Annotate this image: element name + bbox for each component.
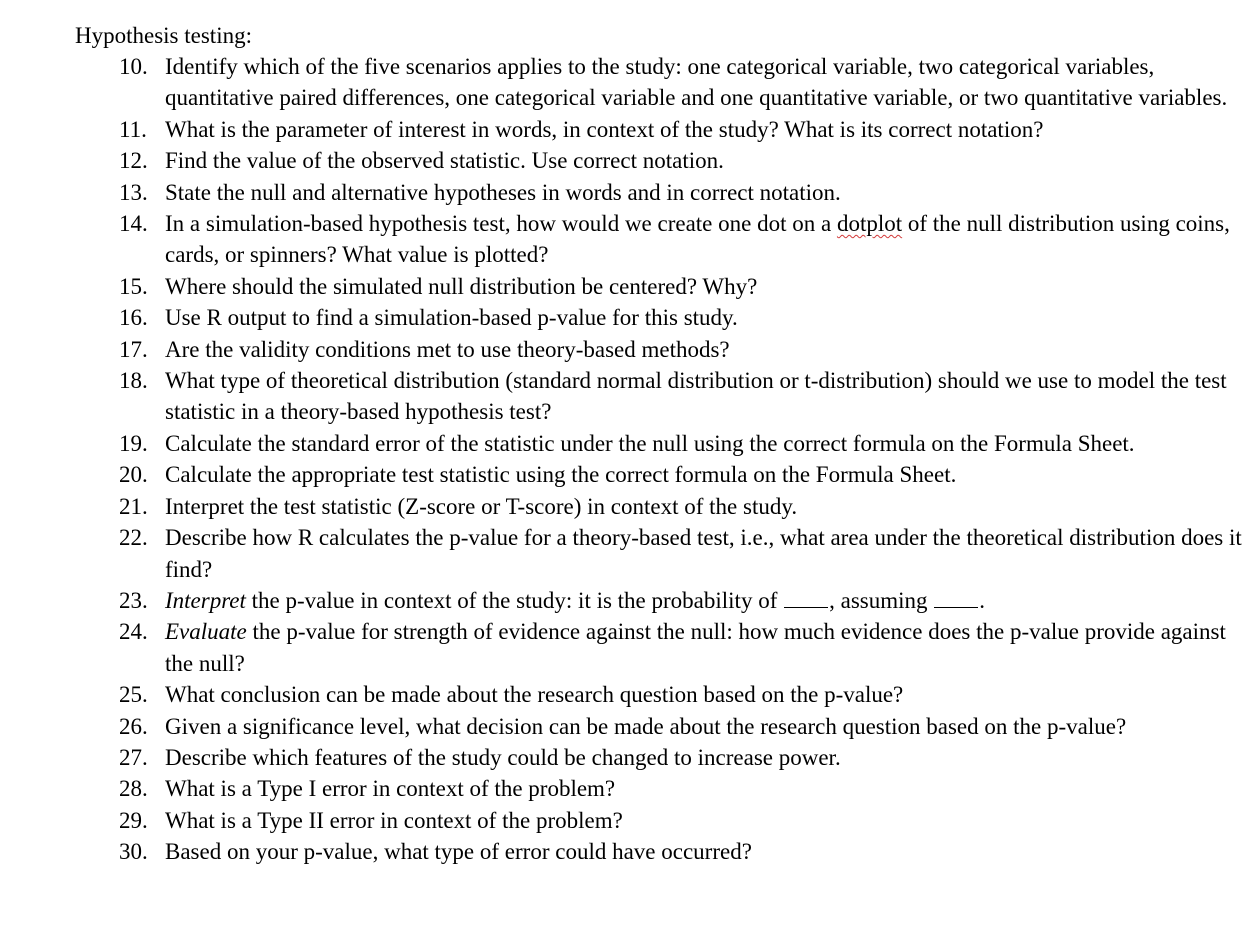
item-text: What conclusion can be made about the research question based on the p-value? bbox=[165, 682, 904, 708]
item-text bbox=[165, 585, 1245, 616]
item-text: What type of theoretical distribution (standard normal distribution or t-distribution) should we use to model the test statistic in a theory-based hypothesis test? bbox=[165, 368, 1227, 425]
item-text: Where should the simulated null distribution be centered? Why? bbox=[165, 273, 758, 299]
list-item bbox=[0, 428, 1260, 459]
item-text: Calculate the standard error of the statistic under the null using the correct formula on the Formula Sheet. bbox=[165, 430, 1135, 456]
fill-in-blank bbox=[784, 589, 828, 608]
item-number: 19. bbox=[119, 430, 148, 456]
list-item bbox=[0, 51, 1260, 114]
item-number: 23. bbox=[119, 587, 148, 613]
list-item bbox=[0, 145, 1260, 176]
item-number: 20. bbox=[119, 462, 148, 488]
list-item bbox=[0, 365, 1260, 428]
list-item bbox=[0, 805, 1260, 836]
item-text-part: the p-value for strength of evidence against the null: how much evidence does the p-value provide against the null? bbox=[165, 619, 1226, 676]
item-number: 25. bbox=[119, 682, 148, 708]
list-item bbox=[0, 334, 1260, 365]
item-number: 17. bbox=[119, 336, 148, 362]
item-text: Are the validity conditions met to use theory-based methods? bbox=[165, 336, 730, 362]
list-item bbox=[0, 616, 1260, 679]
item-text-part: of the null distribution using coins, cards, or spinners? What value is plotted? bbox=[165, 211, 1230, 268]
item-number: 28. bbox=[119, 776, 148, 802]
item-number: 10. bbox=[119, 54, 148, 79]
item-number: 24. bbox=[119, 619, 148, 645]
list-item bbox=[0, 836, 1260, 867]
item-text: Calculate the appropriate test statistic using the correct formula on the Formula Sheet. bbox=[165, 462, 957, 488]
list-item bbox=[0, 114, 1260, 145]
item-number: 21. bbox=[119, 493, 148, 519]
item-number: 12. bbox=[119, 148, 148, 174]
item-text bbox=[165, 616, 1245, 679]
item-text: Describe which features of the study could be changed to increase power. bbox=[165, 744, 841, 770]
item-text: Given a significance level, what decision can be made about the research question based on the p-value? bbox=[165, 713, 1127, 739]
list-item bbox=[0, 177, 1260, 208]
item-text-emphasis: Evaluate bbox=[165, 619, 247, 645]
item-number: 11. bbox=[119, 116, 147, 142]
item-number: 29. bbox=[119, 807, 148, 833]
item-number: 18. bbox=[119, 368, 148, 394]
item-number: 26. bbox=[119, 713, 148, 739]
item-text: Describe how R calculates the p-value for a theory-based test, i.e., what area under the theoretical distribution does it find? bbox=[165, 525, 1242, 582]
fill-in-blank bbox=[934, 589, 978, 608]
list-item bbox=[0, 679, 1260, 710]
item-text: What is a Type II error in context of the problem? bbox=[165, 807, 623, 833]
item-text: Based on your p-value, what type of error could have occurred? bbox=[165, 839, 752, 865]
item-text-part: , assuming bbox=[829, 587, 934, 613]
item-number: 15. bbox=[119, 273, 148, 299]
item-text-emphasis: Interpret bbox=[165, 587, 246, 613]
item-number: 16. bbox=[119, 305, 148, 331]
item-text: What is the parameter of interest in words, in context of the study? What is its correct notation? bbox=[165, 116, 1044, 142]
item-text-part: In a simulation-based hypothesis test, how would we create one dot on a bbox=[165, 211, 837, 237]
spelling-flagged-word[interactable]: dotplot bbox=[836, 211, 903, 237]
item-text: What is a Type I error in context of the problem? bbox=[165, 776, 616, 802]
item-text: Use R output to find a simulation-based p-value for this study. bbox=[165, 305, 738, 331]
item-text: Find the value of the observed statistic. Use correct notation. bbox=[165, 148, 724, 174]
list-item bbox=[0, 302, 1260, 333]
list-item bbox=[0, 459, 1260, 490]
item-text: Identify which of the five scenarios applies to the study: one categorical variable, two categorical variables, quantitative paired differences, one categorical variable and one quantitative variable, or two quantitative variables. bbox=[165, 54, 1228, 111]
item-number: 30. bbox=[119, 839, 148, 865]
item-number: 22. bbox=[119, 525, 148, 551]
list-item bbox=[0, 208, 1260, 271]
item-number: 14. bbox=[119, 211, 148, 237]
item-number: 13. bbox=[119, 179, 148, 205]
item-text: Interpret the test statistic (Z-score or T-score) in context of the study. bbox=[165, 493, 798, 519]
list-item bbox=[0, 271, 1260, 302]
question-list bbox=[0, 51, 1260, 868]
item-number: 27. bbox=[119, 744, 148, 770]
item-text bbox=[165, 208, 1245, 271]
item-text: State the null and alternative hypotheses in words and in correct notation. bbox=[165, 179, 841, 205]
list-item bbox=[0, 711, 1260, 742]
section-heading: Hypothesis testing: bbox=[75, 23, 252, 48]
list-item bbox=[0, 585, 1260, 616]
list-item bbox=[0, 742, 1260, 773]
item-text-part: the p-value in context of the study: it is the probability of bbox=[245, 587, 784, 613]
item-text-part: . bbox=[979, 587, 985, 613]
list-item bbox=[0, 522, 1260, 585]
list-item bbox=[0, 491, 1260, 522]
list-item bbox=[0, 773, 1260, 804]
